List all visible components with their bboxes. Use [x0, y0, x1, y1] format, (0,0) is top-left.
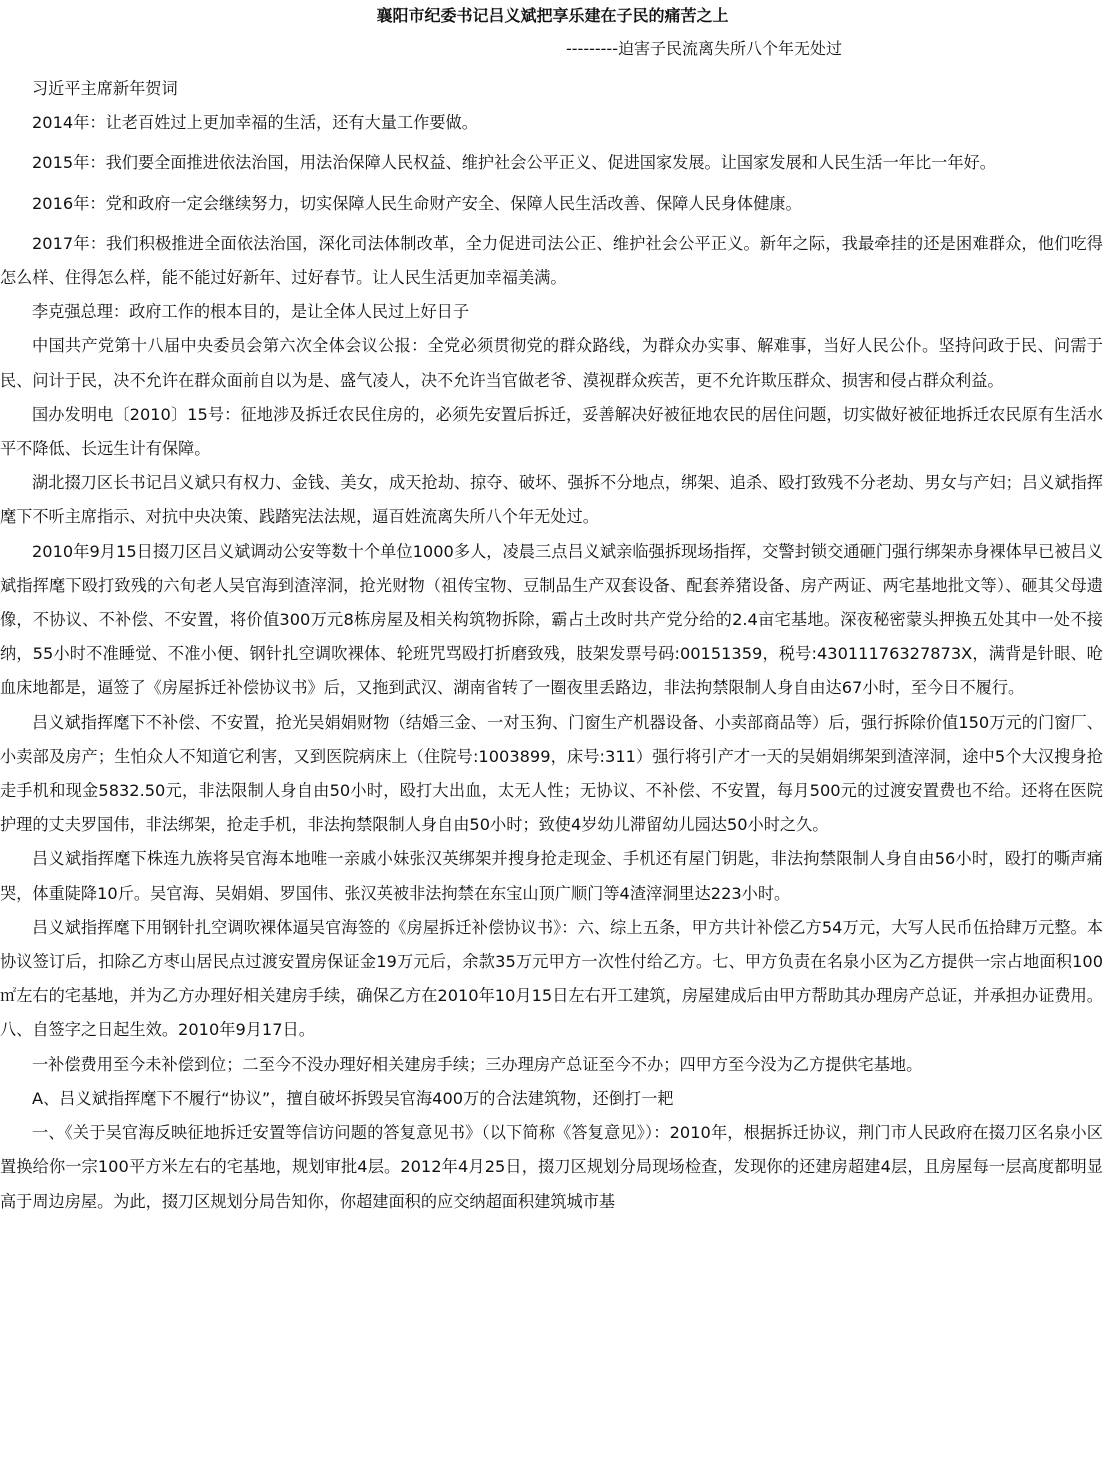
paragraph: 吕义斌指挥麾下用钢针扎空调吹裸体逼吴官海签的《房屋拆迁补偿协议书》：六、综上五条，甲方共计补偿乙方54万元，大写人民币伍拾肆万元整。本协议签订后，扣除乙方枣山居民点过渡安置房保证金19万元后，余款35万元甲方一次性付给乙方。七、甲方负责在名泉小区为乙方提供一宗占地面积100㎡左右的宅基地，并为乙方办理好相关建房手续，确保乙方在2010年10月15日左右开工建筑，房屋建成后由甲方帮助其办理房产总证，并承担办证费用。八、自签字之日起生效。2010年9月17日。	[0, 917, 1103, 1040]
paragraph: 中国共产党第十八届中央委员会第六次全体会议公报：全党必须贯彻党的群众路线，为群众办实事、解难事，当好人民公仆。坚持问政于民、问需于民、问计于民，决不允许在群众面前自以为是、盛气凌人，决不允许当官做老爷、漠视群众疾苦，更不允许欺压群众、损害和侵占群众利益。	[0, 336, 1103, 390]
paragraph: 吕义斌指挥麾下株连九族将吴官海本地唯一亲戚小妹张汉英绑架并搜身抢走现金、手机还有屋门钥匙，非法拘禁限制人身自由56小时，殴打的嘶声痛哭，体重陡降10斤。吴官海、吴娟娟、罗国伟、张汉英被非法拘禁在东宝山顶广顺门等4渣滓洞里达223小时。	[0, 849, 1103, 903]
paragraph: 一补偿费用至今未补偿到位；二至今不没办理好相关建房手续；三办理房产总证至今不办；四甲方至今没为乙方提供宅基地。	[32, 1054, 923, 1074]
paragraph: 一、《关于吴官海反映征地拆迁安置等信访问题的答复意见书》（以下简称《答复意见》）：2010年，根据拆迁协议，荆门市人民政府在掇刀区名泉小区置换给你一宗100平方米左右的宅基地，规划审批4层。2012年4月25日，掇刀区规划分局现场检查，发现你的还建房超建4层，且房屋每一层高度都明显高于周边房屋。为此，掇刀区规划分局告知你，你超建面积的应交纳超面积建筑城市基	[0, 1123, 1103, 1211]
paragraph: 习近平主席新年贺词	[32, 79, 178, 98]
paragraph: 2017年：我们积极推进全面依法治国，深化司法体制改革，全力促进司法公正、维护社会公平正义。新年之际，我最牵挂的还是困难群众，他们吃得怎么样、住得怎么样，能不能过好新年、过好春节。让人民生活更加幸福美满。	[0, 233, 1103, 288]
paragraph: 2010年9月15日掇刀区吕义斌调动公安等数十个单位1000多人，凌晨三点吕义斌亲临强拆现场指挥，交警封锁交通砸门强行绑架赤身裸体早已被吕义斌指挥麾下殴打致残的六旬老人吴官海到渣滓洞，抢光财物（祖传宝物、豆制品生产双套设备、配套养猪设备、房产两证、两宅基地批文等）、砸其父母遗像，不协议、不补偿、不安置，将价值300万元8栋房屋及相关构筑物拆除，霸占土改时共产党分给的2.4亩宅基地。深夜秘密蒙头押换五处其中一处不接纳，55小时不准睡觉、不准小便、钢针扎空调吹裸体、轮班咒骂殴打折磨致残，肢架发票号码:00151359，税号:43011176327873X，满背是针眼、呛血床地都是，逼签了《房屋拆迁补偿协议书》后，又拖到武汉、湖南省转了一圈夜里丢路边，非法拘禁限制人身自由达67小时，至今日不履行。	[0, 541, 1103, 698]
document-body	[0, 72, 1103, 1219]
document-title: 襄阳市纪委书记吕义斌把享乐建在子民的痛苦之上	[376, 6, 729, 25]
paragraph: 2016年：党和政府一定会继续努力，切实保障人民生命财产安全、保障人民生活改善、保障人民身体健康。	[32, 193, 802, 213]
paragraph: 2015年：我们要全面推进依法治国，用法治保障人民权益、维护社会公平正义、促进国家发展。让国家发展和人民生活一年比一年好。	[32, 153, 996, 173]
paragraph: 湖北掇刀区长书记吕义斌只有权力、金钱、美女，成天抢劫、掠夺、破坏、强拆不分地点，绑架、追杀、殴打致残不分老劫、男女与产妇；吕义斌指挥麾下不听主席指示、对抗中央决策、践踏宪法法规，逼百姓流离失所八个年无处过。	[0, 473, 1103, 527]
paragraph: 国办发明电〔2010〕15号：征地涉及拆迁农民住房的，必须先安置后拆迁，妥善解决好被征地农民的居住问题，切实做好被征地拆迁农民原有生活水平不降低、长远生计有保障。	[0, 404, 1103, 459]
paragraph: 2014年：让老百姓过上更加幸福的生活，还有大量工作要做。	[32, 113, 478, 133]
paragraph: 李克强总理：政府工作的根本目的，是让全体人民过上好日子	[32, 302, 470, 322]
paragraph: A、吕义斌指挥麾下不履行“协议”，擅自破坏拆毁吴官海400万的合法建筑物，还倒打一耙	[32, 1088, 674, 1108]
document-subtitle: ---------迫害子民流离失所八个年无处过	[566, 39, 842, 58]
paragraph: 吕义斌指挥麾下不补偿、不安置，抢光吴娟娟财物（结婚三金、一对玉狗、门窗生产机器设备、小卖部商品等）后，强行拆除价值150万元的门窗厂、小卖部及房产；生怕众人不知道它利害，又到医院病床上（住院号:1003899，床号:311）强行将引产才一天的吴娟娟绑架到渣滓洞，途中5个大汉搜身抢走手机和现金5832.50元，非法限制人身自由50小时，殴打大出血，太无人性；无协议、不补偿、不安置，每月500元的过渡安置费也不给。还将在医院护理的丈夫罗国伟，非法绑架，抢走手机，非法拘禁限制人身自由50小时；致使4岁幼儿滞留幼儿园达50小时之久。	[0, 712, 1103, 835]
